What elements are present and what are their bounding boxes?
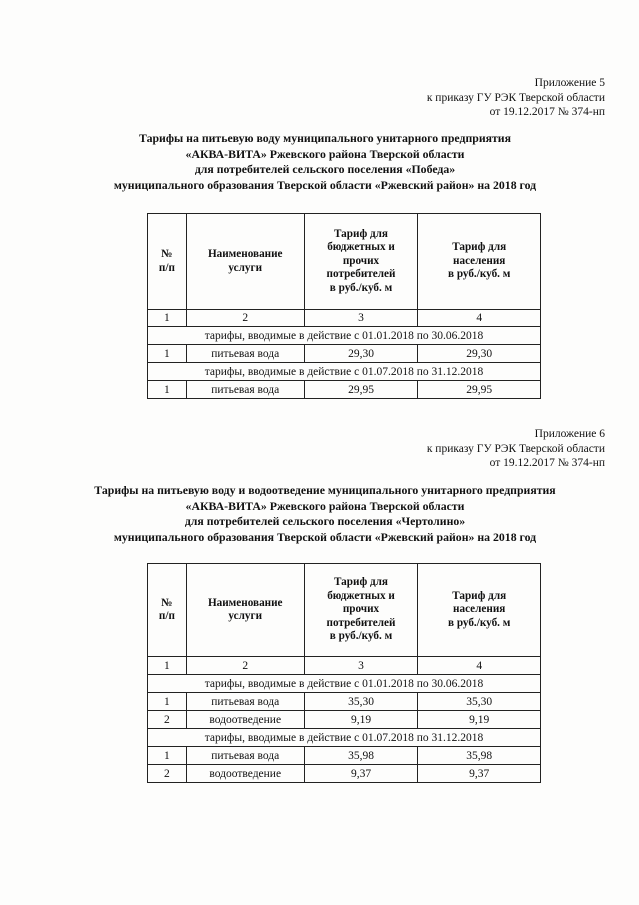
colnum: 1 — [148, 310, 187, 327]
table-row — [148, 345, 541, 363]
title-line: для потребителей сельского поселения «Чертолино» — [184, 514, 466, 528]
header-population-tariff: Тариф для населения в руб./куб. м — [418, 214, 541, 310]
row-service: питьевая вода — [186, 693, 304, 711]
table-header-row — [148, 214, 541, 310]
row-service: водоотведение — [186, 711, 304, 729]
tariff-table-2 — [147, 563, 541, 783]
row-budget: 29,30 — [304, 345, 418, 363]
row-service: питьевая вода — [186, 345, 304, 363]
row-num: 1 — [148, 345, 187, 363]
row-num: 2 — [148, 711, 187, 729]
row-population: 29,95 — [418, 381, 541, 399]
appendix-order: к приказу ГУ РЭК Тверской области — [426, 91, 605, 104]
row-population: 29,30 — [418, 345, 541, 363]
period-label: тарифы, вводимые в действие с 01.01.2018 по 30.06.2018 — [148, 675, 541, 693]
row-service: питьевая вода — [186, 381, 304, 399]
period-label: тарифы, вводимые в действие с 01.07.2018 по 31.12.2018 — [148, 363, 541, 381]
colnum: 3 — [304, 310, 418, 327]
header-num: № п/п — [148, 564, 187, 657]
header-population-tariff: Тариф для населения в руб./куб. м — [418, 564, 541, 657]
colnum: 3 — [304, 657, 418, 675]
table-row — [148, 711, 541, 729]
period-label: тарифы, вводимые в действие с 01.01.2018 по 30.06.2018 — [148, 327, 541, 345]
table-row — [148, 765, 541, 783]
title-line: Тарифы на питьевую воду и водоотведение муниципального унитарного предприятия — [94, 483, 556, 497]
appendix-date: от 19.12.2017 № 374-нп — [489, 457, 605, 469]
period-row — [148, 729, 541, 747]
tariff-table-1 — [147, 213, 541, 399]
colnum: 2 — [186, 657, 304, 675]
row-budget: 29,95 — [304, 381, 418, 399]
tariff-title-2 — [40, 483, 610, 545]
row-budget: 35,98 — [304, 747, 418, 765]
row-service: питьевая вода — [186, 747, 304, 765]
row-num: 2 — [148, 765, 187, 783]
column-number-row — [148, 657, 541, 675]
title-line: «АКВА-ВИТА» Ржевского района Тверской области — [185, 498, 465, 513]
row-population: 9,19 — [418, 711, 541, 729]
appendix-date: от 19.12.2017 № 374-нп — [489, 106, 605, 118]
period-label: тарифы, вводимые в действие с 01.07.2018 по 31.12.2018 — [148, 729, 541, 747]
period-row — [148, 363, 541, 381]
title-line: «АКВА-ВИТА» Ржевского района Тверской области — [185, 146, 465, 161]
tariff-title-1 — [40, 131, 610, 193]
appendix-number: Приложение 6 — [534, 428, 605, 440]
colnum: 1 — [148, 657, 187, 675]
title-line: для потребителей сельского поселения «Победа» — [194, 162, 456, 176]
appendix-number: Приложение 5 — [534, 77, 605, 89]
colnum: 4 — [418, 310, 541, 327]
table-row — [148, 747, 541, 765]
row-budget: 9,19 — [304, 711, 418, 729]
row-num: 1 — [148, 381, 187, 399]
row-num: 1 — [148, 747, 187, 765]
header-num: № п/п — [148, 214, 187, 310]
row-population: 35,98 — [418, 747, 541, 765]
table-row — [148, 381, 541, 399]
row-population: 35,30 — [418, 693, 541, 711]
title-line: муниципального образования Тверской области «Ржевский район» на 2018 год — [113, 177, 537, 192]
column-number-row — [148, 310, 541, 327]
colnum: 4 — [418, 657, 541, 675]
table-header-row — [148, 564, 541, 657]
header-service: Наименование услуги — [186, 214, 304, 310]
header-service: Наименование услуги — [186, 564, 304, 657]
appendix-order: к приказу ГУ РЭК Тверской области — [426, 442, 605, 455]
row-service: водоотведение — [186, 765, 304, 783]
appendix-5-block — [305, 76, 605, 120]
colnum: 2 — [186, 310, 304, 327]
header-budget-tariff: Тариф для бюджетных и прочих потребителей в руб./куб. м — [304, 564, 418, 657]
row-budget: 9,37 — [304, 765, 418, 783]
header-budget-tariff: Тариф для бюджетных и прочих потребителей в руб./куб. м — [304, 214, 418, 310]
title-line: Тарифы на питьевую воду муниципального унитарного предприятия — [139, 131, 511, 145]
row-population: 9,37 — [418, 765, 541, 783]
table-row — [148, 693, 541, 711]
row-num: 1 — [148, 693, 187, 711]
title-line: муниципального образования Тверской области «Ржевский район» на 2018 год — [113, 529, 537, 544]
appendix-6-block — [305, 427, 605, 471]
row-budget: 35,30 — [304, 693, 418, 711]
period-row — [148, 327, 541, 345]
period-row — [148, 675, 541, 693]
